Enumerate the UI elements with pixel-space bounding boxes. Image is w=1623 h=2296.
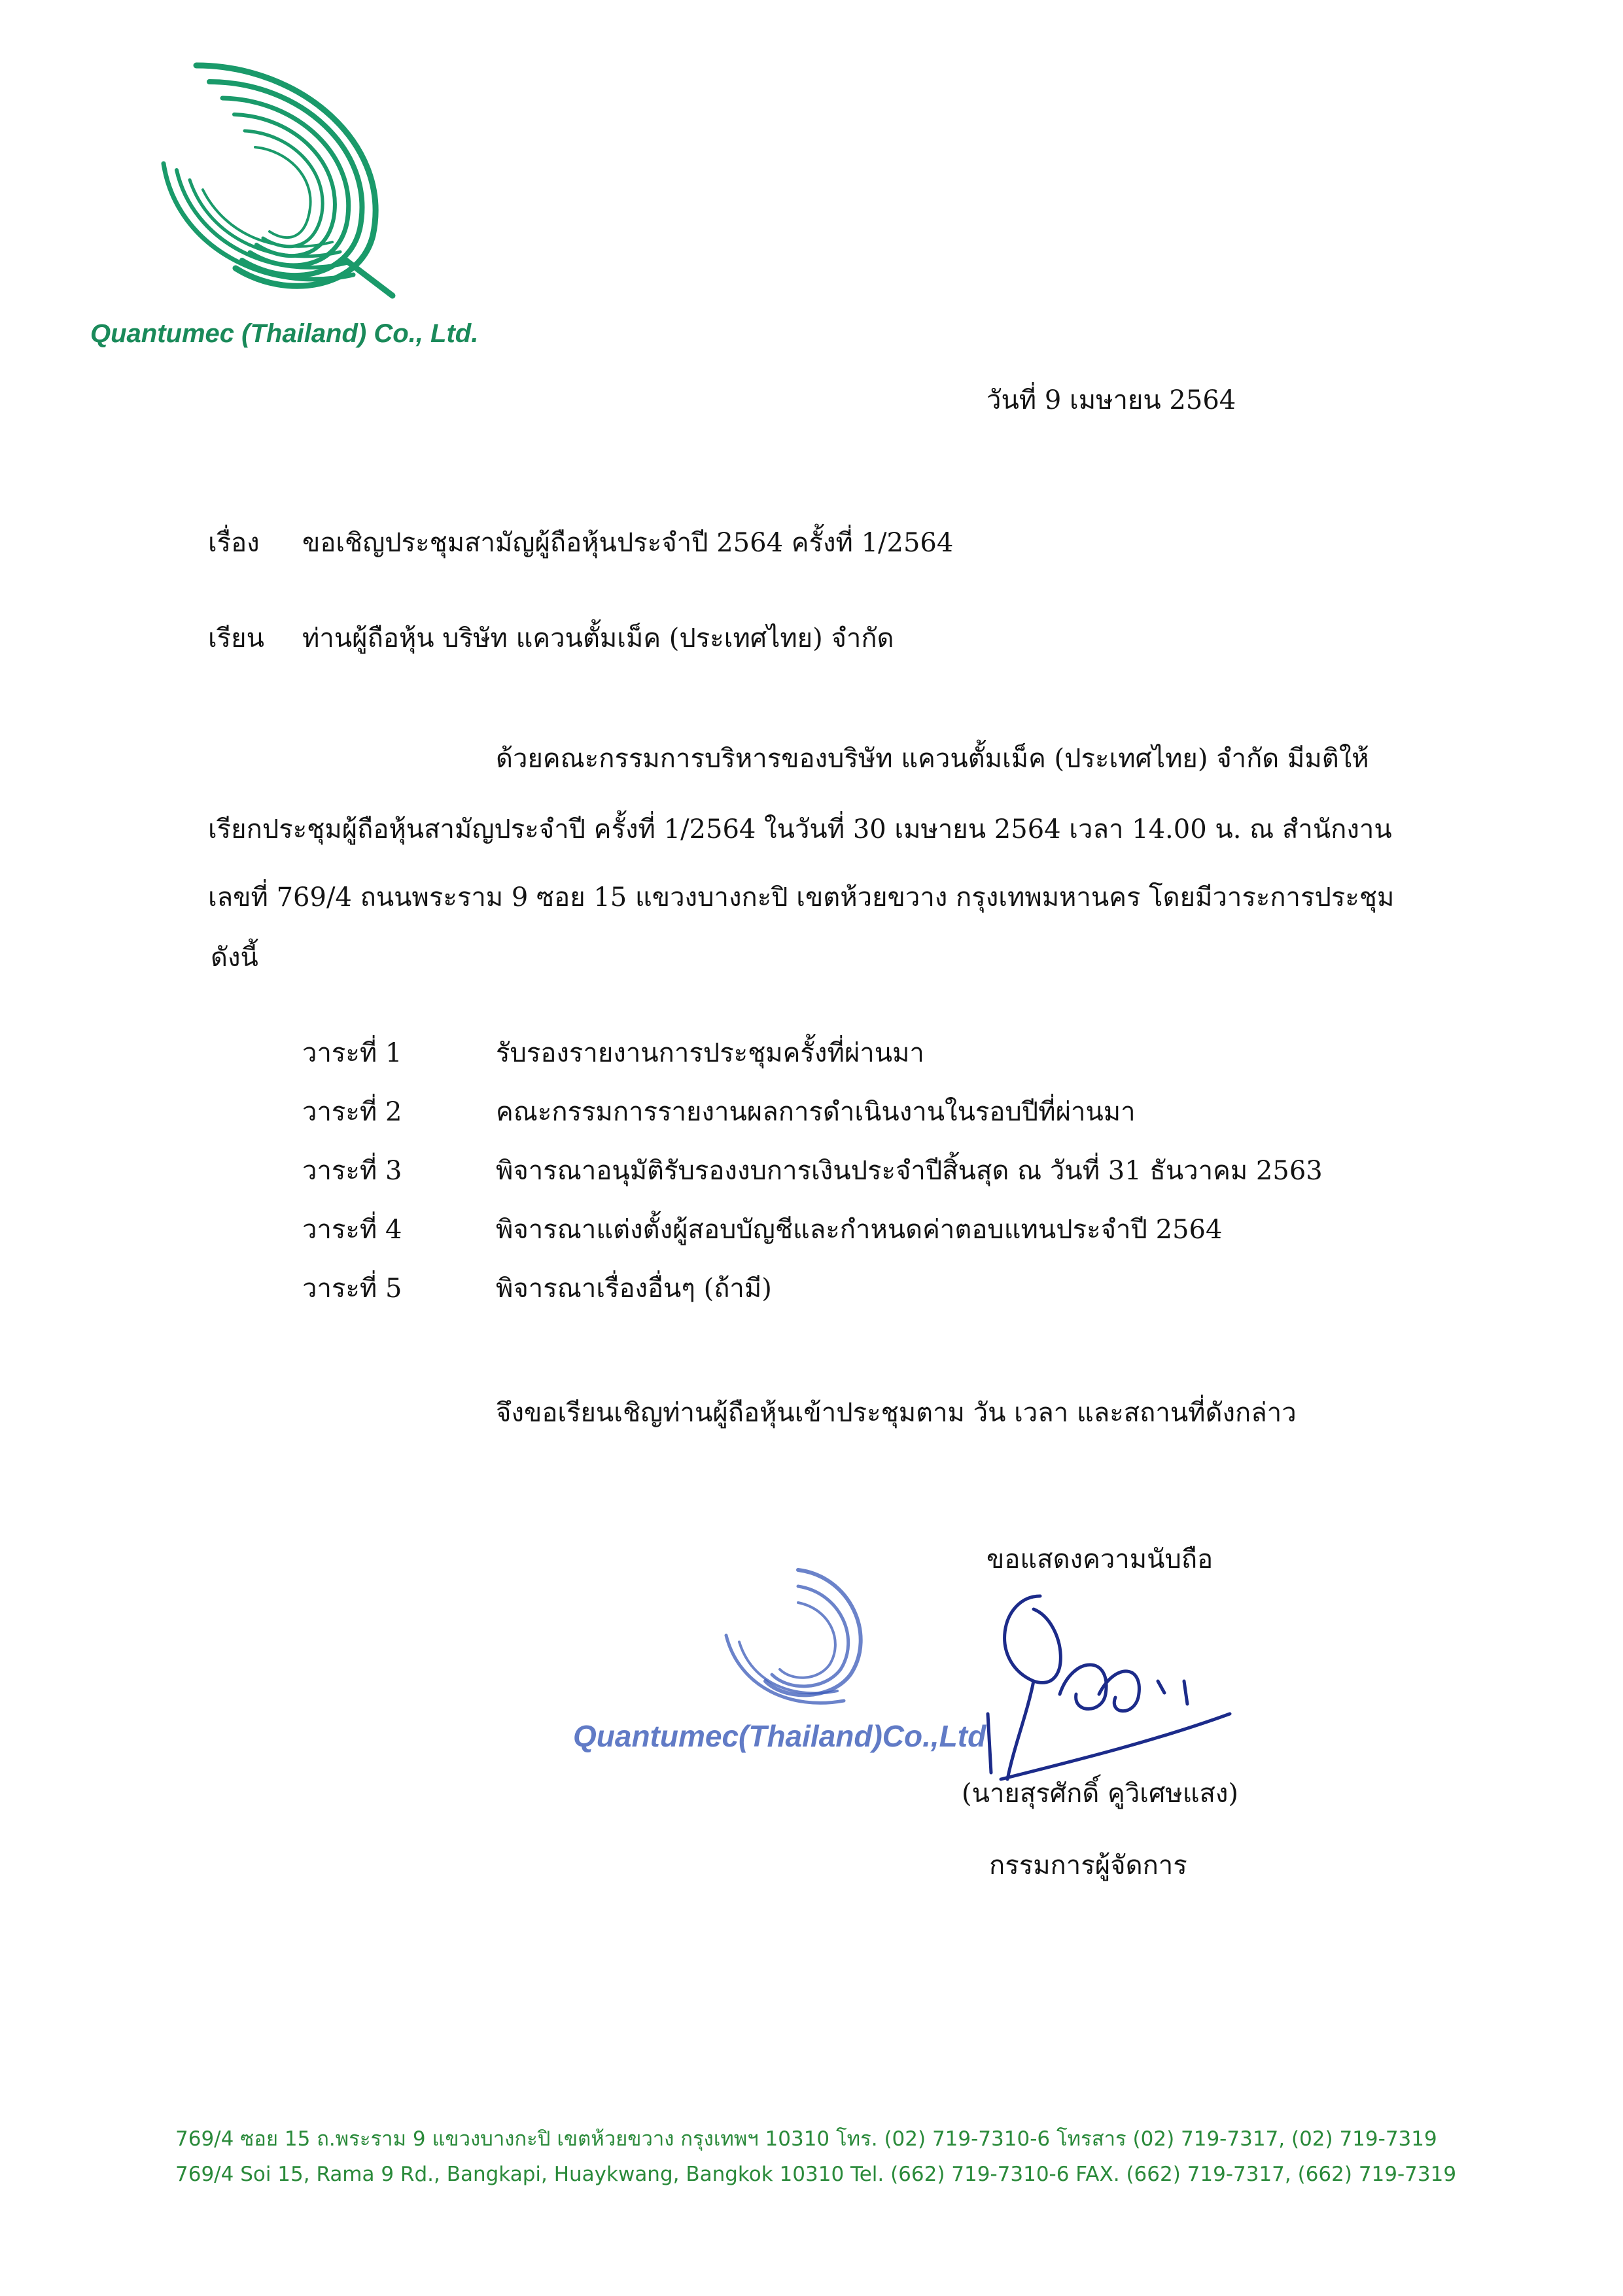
regards-line: ขอแสดงความนับถือ <box>986 1544 1213 1574</box>
signer-position: กรรมการผู้จัดการ <box>989 1851 1187 1881</box>
signature-icon <box>962 1583 1236 1792</box>
footer-english-address: 769/4 Soi 15, Rama 9 Rd., Bangkapi, Huaykwang, Bangkok 10310 Tel. (662) 719-7310-6 FAX. (662) 719-7317, (662) 719-7319 <box>175 2163 1457 2186</box>
agenda-item: คณะกรรมการรายงานผลการดำเนินงานในรอบปีที่ผ่านมา <box>496 1097 1136 1127</box>
quantumec-swirl-logo-icon <box>157 52 432 301</box>
footer-thai-address: 769/4 ซอย 15 ถ.พระราม 9 แขวงบางกะปิ เขตห้วยขวาง กรุงเทพฯ 10310 โทร. (02) 719-7310-6 โทรสาร (02) 719-7317, (02) 719-7319 <box>175 2127 1437 2151</box>
agenda-number: วาระที่ 1 <box>302 1038 402 1068</box>
agenda-item: พิจารณาเรื่องอื่นๆ (ถ้ามี) <box>496 1274 772 1304</box>
body-line: ด้วยคณะกรรมการบริหารของบริษัท แควนตั้มเม็ค (ประเทศไทย) จำกัด มีมติให้ <box>496 744 1369 774</box>
subject-label: เรื่อง <box>208 528 260 558</box>
subject-text: ขอเชิญประชุมสามัญผู้ถือหุ้นประจำปี 2564 ครั้งที่ 1/2564 <box>302 528 954 558</box>
letter-date: วันที่ 9 เมษายน 2564 <box>986 385 1236 415</box>
agenda-number: วาระที่ 4 <box>302 1215 402 1245</box>
body-line: เลขที่ 769/4 ถนนพระราม 9 ซอย 15 แขวงบางกะปิ เขตห้วยขวาง กรุงเทพมหานคร โดยมีวาระการประชุม <box>208 882 1395 913</box>
body-line: ดังนี้ <box>211 943 258 973</box>
body-line: เรียกประชุมผู้ถือหุ้นสามัญประจำปี ครั้งที่ 1/2564 ในวันที่ 30 เมษายน 2564 เวลา 14.00 น. ณ สำนักงาน <box>208 814 1392 844</box>
agenda-number: วาระที่ 2 <box>302 1097 402 1127</box>
closing-paragraph: จึงขอเรียนเชิญท่านผู้ถือหุ้นเข้าประชุมตาม วัน เวลา และสถานที่ดังกล่าว <box>496 1398 1297 1428</box>
company-name: Quantumec (Thailand) Co., Ltd. <box>90 319 479 348</box>
stamp-text: Quantumec(Thailand)Co.,Ltd <box>573 1719 986 1753</box>
company-stamp-icon <box>569 1557 1014 1773</box>
signer-name: (นายสุรศักดิ์ คูวิเศษแสง) <box>962 1779 1239 1809</box>
recipient-label: เรียน <box>208 623 264 653</box>
agenda-item: รับรองรายงานการประชุมครั้งที่ผ่านมา <box>496 1038 924 1068</box>
agenda-item: พิจารณาอนุมัติรับรองงบการเงินประจำปีสิ้นสุด ณ วันที่ 31 ธันวาคม 2563 <box>496 1156 1323 1186</box>
agenda-number: วาระที่ 3 <box>302 1156 402 1186</box>
recipient-text: ท่านผู้ถือหุ้น บริษัท แควนตั้มเม็ค (ประเทศไทย) จำกัด <box>302 623 894 653</box>
agenda-item: พิจารณาแต่งตั้งผู้สอบบัญชีและกำหนดค่าตอบแทนประจำปี 2564 <box>496 1215 1223 1245</box>
agenda-number: วาระที่ 5 <box>302 1274 402 1304</box>
